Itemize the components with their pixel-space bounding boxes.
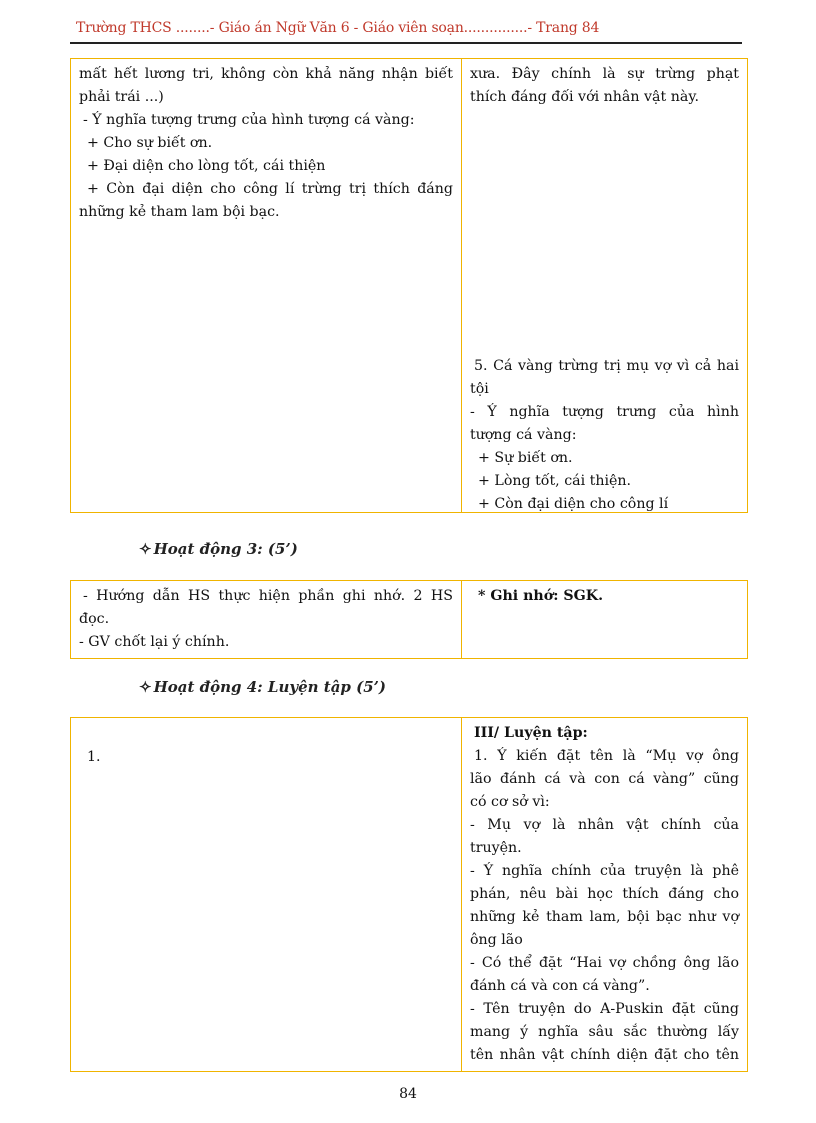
section-title: III/ Luyện tập:	[474, 725, 588, 741]
text-line: - Mụ vợ là nhân vật chính của	[470, 817, 739, 833]
header-rule	[70, 42, 742, 44]
lesson-table-1	[70, 58, 748, 513]
text-line: những kẻ tham lam, bội bạc như vợ	[470, 909, 739, 925]
text-line: + Còn đại diện cho công lí trừng trị thích đáng	[87, 181, 453, 197]
text-line: phán, nêu bài học thích đáng cho	[470, 886, 739, 902]
page-number: 84	[399, 1086, 417, 1102]
table3-right-cell	[462, 718, 748, 1072]
text-line: lão đánh cá và con cá vàng” cũng	[470, 771, 739, 787]
activity-4-title: Hoạt động 4: Luyện tập (5’)	[153, 678, 386, 696]
activity-3-title: Hoạt động 3: (5’)	[153, 540, 298, 558]
text-line: - Có thể đặt “Hai vợ chồng ông lão	[470, 955, 739, 971]
table1-left-cell	[71, 59, 462, 513]
text-line: 1. Ý kiến đặt tên là “Mụ vợ ông	[474, 748, 739, 764]
table2-left-cell	[71, 581, 462, 659]
text-line: + Lòng tốt, cái thiện.	[478, 473, 632, 489]
text-line: + Sự biết ơn.	[478, 450, 573, 466]
memo-note: * Ghi nhớ: SGK.	[478, 588, 604, 604]
text-line: - GV chốt lại ý chính.	[79, 634, 230, 650]
text-line: đánh cá và con cá vàng”.	[470, 978, 650, 994]
text-line: phải trái ...)	[79, 89, 164, 105]
text-line: - Tên truyện do A-Puskin đặt cũng	[470, 1001, 739, 1017]
text-line: những kẻ tham lam bội bạc.	[79, 204, 280, 220]
text-line: mất hết lương tri, không còn khả năng nhận biết	[79, 66, 453, 82]
text-line: + Còn đại diện cho công lí	[478, 496, 669, 512]
table1-right-bottom-block	[470, 355, 739, 516]
text-line: - Ý nghĩa tượng trưng của hình	[470, 404, 739, 420]
text-line: - Ý nghĩa chính của truyện là phê	[470, 863, 739, 879]
text-line: - Hướng dẫn HS thực hiện phần ghi nhớ. 2 HS	[83, 588, 453, 604]
text-line: ông lão	[470, 932, 523, 948]
text-line: thích đáng đối với nhân vật này.	[470, 89, 699, 105]
lesson-table-2	[70, 580, 748, 659]
lesson-table-3	[70, 717, 748, 1072]
table1-right-cell	[462, 59, 748, 513]
activity-4-heading	[139, 678, 386, 696]
table3-left-cell	[71, 718, 462, 1072]
text-line: tội	[470, 381, 489, 397]
text-line: tên nhân vật chính diện đặt cho tên	[470, 1047, 739, 1063]
activity-3-heading	[139, 540, 298, 558]
table2-right-cell	[462, 581, 748, 659]
text-line: có cơ sở vì:	[470, 794, 550, 810]
diamond-star-icon: ✧	[139, 678, 152, 696]
text-line: đọc.	[79, 611, 110, 627]
text-line: mang ý nghĩa sâu sắc thường lấy	[470, 1024, 739, 1040]
text-line: 1.	[87, 749, 101, 765]
text-line: truyện.	[470, 840, 522, 856]
text-line: + Đại diện cho lòng tốt, cái thiện	[87, 158, 326, 174]
diamond-star-icon: ✧	[139, 540, 152, 558]
text-line: xưa. Đây chính là sự trừng phạt	[470, 66, 739, 82]
text-line: - Ý nghĩa tượng trưng của hình tượng cá vàng:	[83, 112, 415, 128]
text-line: tượng cá vàng:	[470, 427, 577, 443]
text-line: 5. Cá vàng trừng trị mụ vợ vì cả hai	[474, 358, 739, 374]
page-header: Trường THCS ........- Giáo án Ngữ Văn 6 - Giáo viên soạn...............- Trang 84	[76, 20, 600, 36]
text-line: + Cho sự biết ơn.	[87, 135, 213, 151]
